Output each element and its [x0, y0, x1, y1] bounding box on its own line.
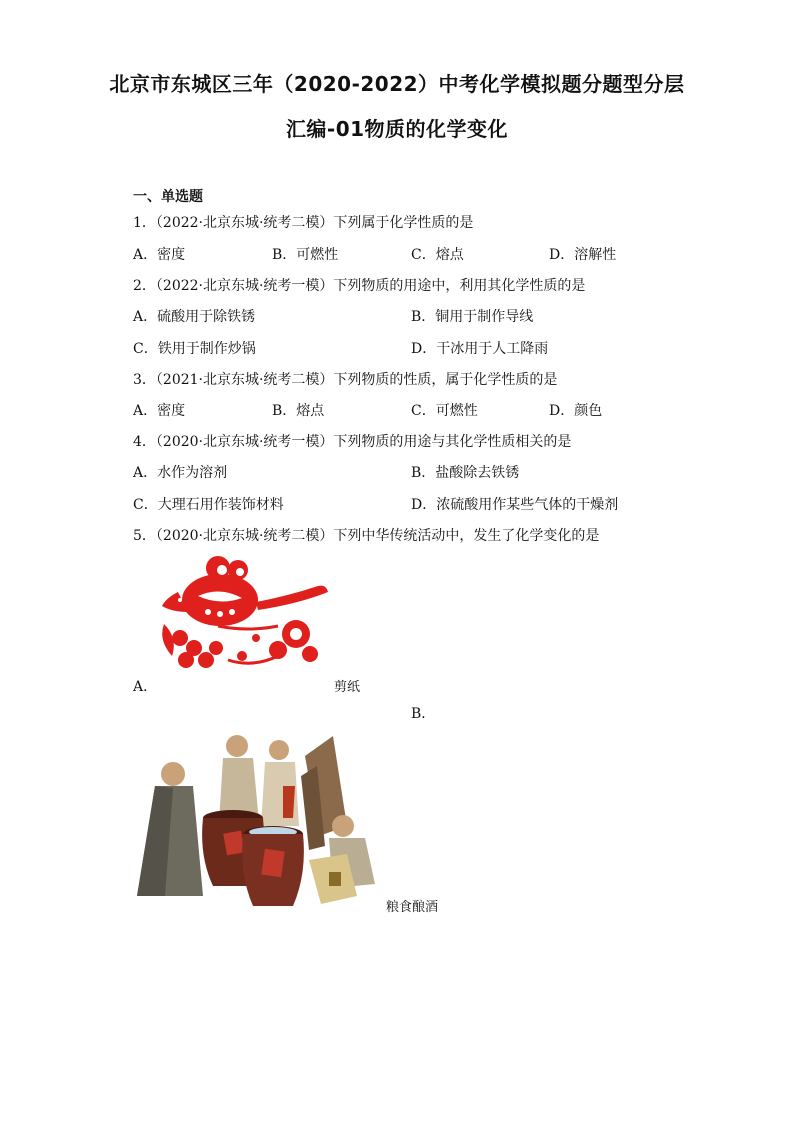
- q3-option-b: B．熔点: [272, 403, 325, 419]
- q2-option-c: C．铁用于制作炒锅: [133, 341, 256, 357]
- question-5-stem: 5．（2020·北京东城·统考二模）下列中华传统活动中，发生了化学变化的是: [133, 528, 600, 544]
- brewing-scene-icon: [133, 726, 389, 910]
- question-1-stem: 1．（2022·北京东城·统考二模）下列属于化学性质的是: [133, 215, 474, 231]
- q3-option-c: C．可燃性: [411, 403, 478, 419]
- question-2-stem: 2．（2022·北京东城·统考一模）下列物质的用途中，利用其化学性质的是: [133, 278, 586, 294]
- q1-option-b: B．可燃性: [272, 247, 339, 263]
- papercut-mouse-icon: [158, 556, 333, 674]
- q5-option-b: B．: [411, 706, 436, 722]
- section-heading: 一、单选题: [133, 189, 203, 205]
- q5-option-a: A．: [133, 679, 158, 695]
- q5-caption-a: 剪纸: [334, 680, 361, 695]
- papercut-mouse-image: [158, 556, 333, 674]
- q2-option-a: A．硫酸用于除铁锈: [133, 309, 256, 325]
- q4-option-d: D．浓硫酸用作某些气体的干燥剂: [411, 497, 619, 513]
- q3-option-d: D．颜色: [549, 403, 603, 419]
- q3-option-a: A．密度: [133, 403, 186, 419]
- q2-option-b: B．铜用于制作导线: [411, 309, 534, 325]
- question-4-stem: 4．（2020·北京东城·统考一模）下列物质的用途与其化学性质相关的是: [133, 434, 572, 450]
- q5-caption-b: 粮食酿酒: [386, 900, 439, 915]
- document-title-line2: 汇编-01物质的化学变化: [285, 117, 509, 141]
- q1-option-c: C．熔点: [411, 247, 464, 263]
- question-3-stem: 3．（2021·北京东城·统考二模）下列物质的性质，属于化学性质的是: [133, 372, 558, 388]
- q1-option-a: A．密度: [133, 247, 186, 263]
- q4-option-c: C．大理石用作装饰材料: [133, 497, 284, 513]
- q1-option-d: D．溶解性: [549, 247, 617, 263]
- document-title-line1: 北京市东城区三年（2020-2022）中考化学模拟题分题型分层: [109, 72, 685, 96]
- q4-option-b: B．盐酸除去铁锈: [411, 465, 520, 481]
- brewing-scene-image: [133, 726, 389, 910]
- q2-option-d: D．干冰用于人工降雨: [411, 341, 549, 357]
- q4-option-a: A．水作为溶剂: [133, 465, 228, 481]
